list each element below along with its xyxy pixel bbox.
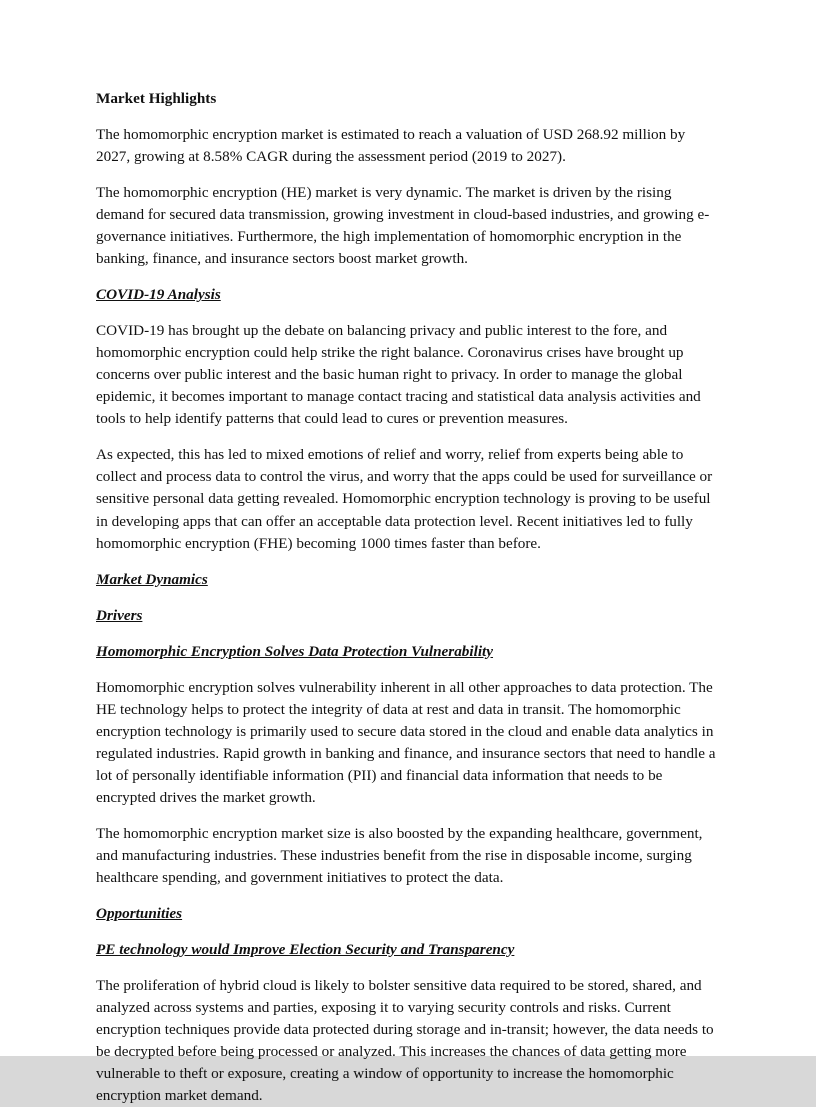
paragraph-market-drivers-overview: The homomorphic encryption (HE) market is very dynamic. The market is driven by the rising demand for secured data transmission, growing investment in cloud-based industries, and growing e-governance initiatives. Furthermore, the high implementation of homomorphic encryption in the banking, finance, and insurance sectors boost market growth. [96,184,710,268]
paragraph-he-vulnerability-detail: Homomorphic encryption solves vulnerability inherent in all other approaches to data protection. The HE technology helps to protect the integrity of data at rest and data in transit. The homomorphic encryption technology is primarily used to secure data stored in the cloud and enable data analytics in regulated industries. Rapid growth in banking and finance, and insurance sectors that need to handle a lot of personally identifiable information (PII) and financial data information that needs to be encrypted drives the market growth. [96,678,716,806]
paragraph-market-valuation: The homomorphic encryption market is estimated to reach a valuation of USD 268.92 million by 2027, growing at 8.58% CAGR during the assessment period (2019 to 2027). [96,126,686,166]
paragraph-covid-mixed-emotions: As expected, this has led to mixed emotions of relief and worry, relief from experts being able to collect and process data to control the virus, and worry that the apps could be used for surveillance or sensitive personal data getting revealed. Homomorphic encryption technology is proving to be useful in developing apps that can offer an acceptable data protection level. Recent initiatives led to fully homomorphic encryption (FHE) becoming 1000 times faster than before. [96,446,713,552]
paragraph-hybrid-cloud-proliferation: The proliferation of hybrid cloud is likely to bolster sensitive data required to be stored, shared, and analyzed across systems and parties, exposing it to varying security controls and risks. Current encryption techniques provide data protected during storage and in-transit; however, the data needs to be decrypted before being processed or analyzed. This increases the chances of data getting more vulnerable to theft or exposure, creating a window of opportunity to increase the homomorphic encryption market demand. [96,977,714,1105]
section-heading-drivers: Drivers [96,606,143,624]
section-heading-opportunities: Opportunities [96,904,183,922]
section-heading-market-highlights: Market Highlights [96,90,217,107]
section-heading-covid-19-analysis: COVID-19 Analysis [96,286,221,304]
section-heading-market-dynamics: Market Dynamics [96,570,208,588]
paragraph-market-size-boost-industries: The homomorphic encryption market size is also boosted by the expanding healthcare, government, and manufacturing industries. These industries benefit from the rise in disposable income, surging healthcare spending, and government initiatives to protect the data. [96,824,703,886]
section-heading-pe-technology-election-security: PE technology would Improve Election Security and Transparency [96,940,515,958]
section-heading-he-solves-data-protection-vulnerability: Homomorphic Encryption Solves Data Protection Vulnerability [96,642,494,660]
document-body [96,88,720,1107]
paragraph-covid-privacy-debate: COVID-19 has brought up the debate on balancing privacy and public interest to the fore, and homomorphic encryption could help strike the right balance. Coronavirus crises have brought up concerns over public interest and the basic human right to privacy. In order to manage the global epidemic, it becomes important to manage contact tracing and statistical data analysis activities and tools to help identify patterns that could lead to cures or prevention measures. [96,322,701,428]
